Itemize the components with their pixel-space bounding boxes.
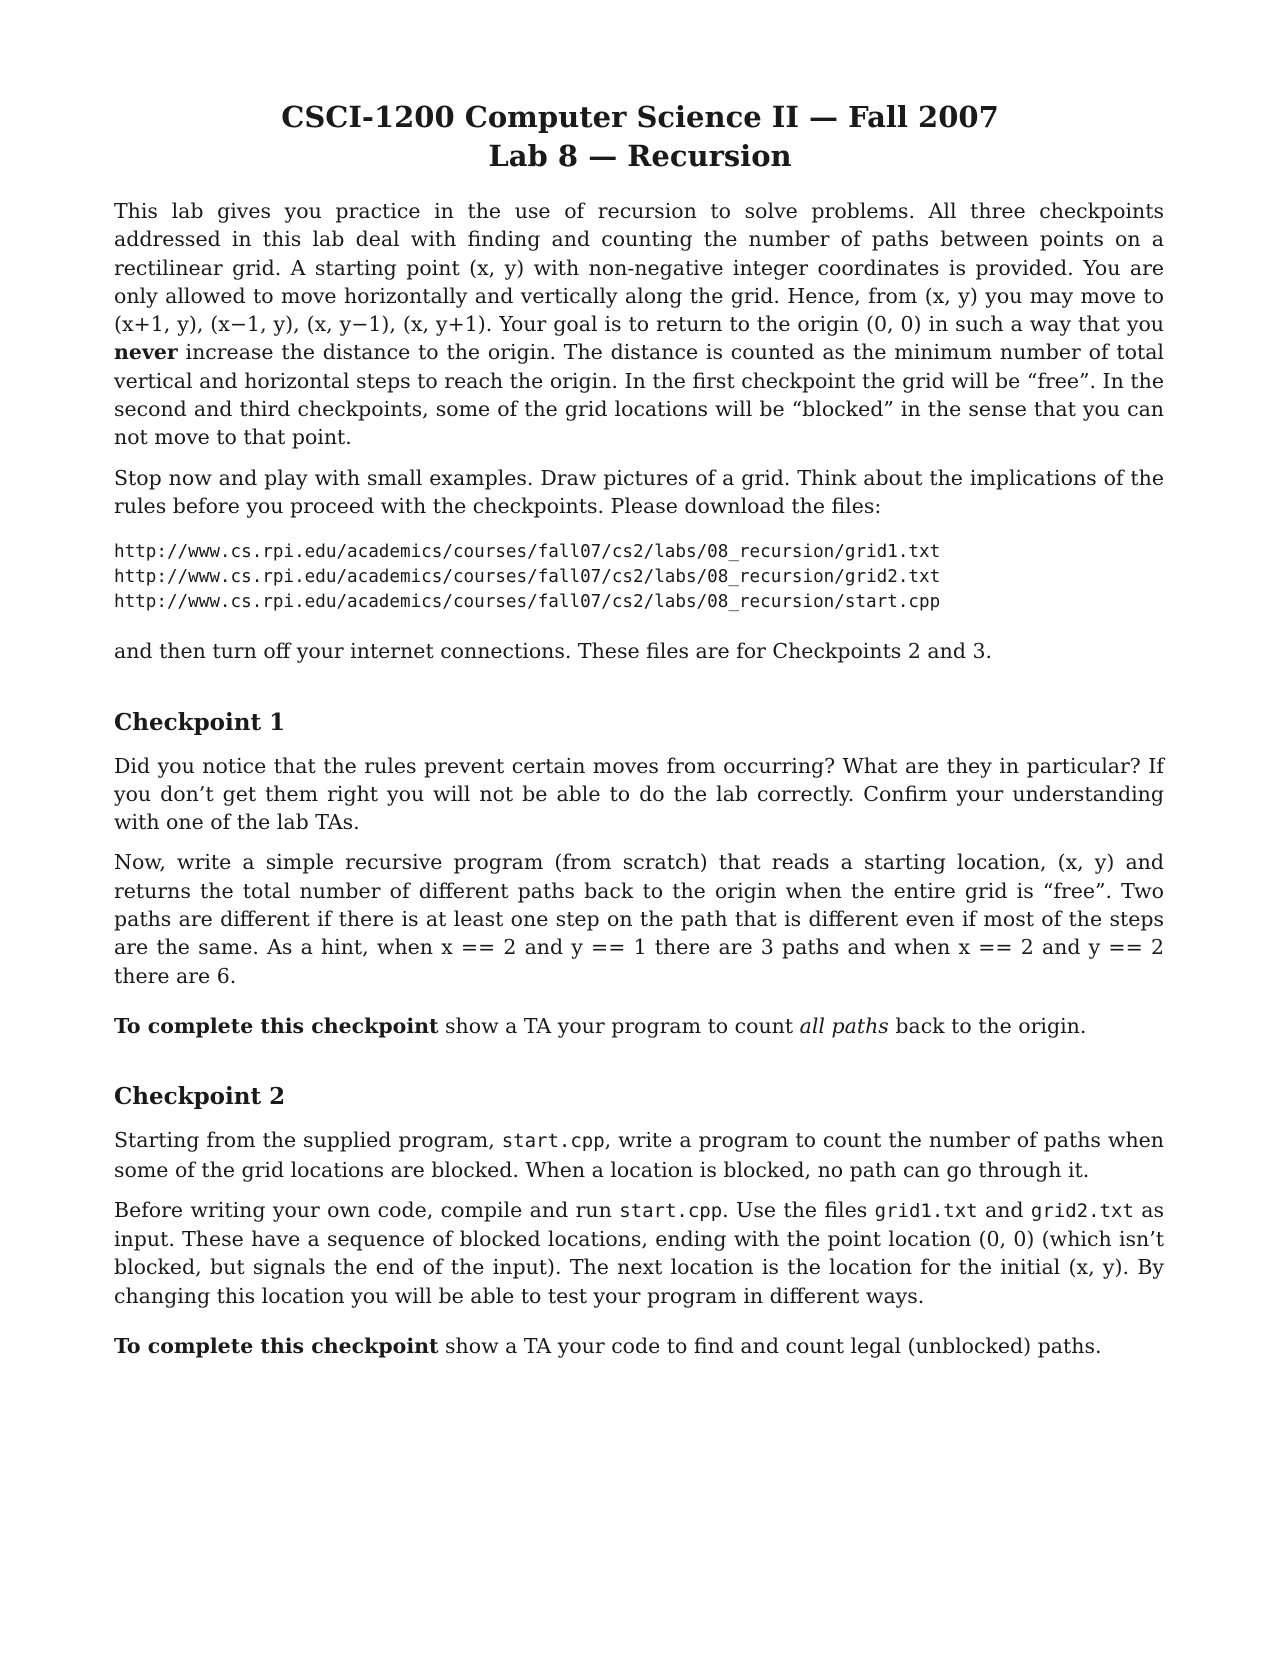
document-header	[0, 98, 1280, 176]
checkpoint-1-paragraph-1: Did you notice that the rules prevent certain moves from occurring? What are they in particular? If you don’t get them right you will not be able to do the lab correctly. Confirm your understanding with one of the lab TAs.	[114, 753, 1164, 835]
checkpoint-2-p1-code: start.cpp	[501, 1130, 605, 1153]
checkpoint-2-p2-code-start: start.cpp	[619, 1199, 723, 1222]
lab-title: Lab 8 — Recursion	[488, 139, 792, 173]
intro-paragraph-1	[114, 197, 1164, 452]
download-url-list	[114, 540, 1164, 615]
url-start-cpp: http://www.cs.rpi.edu/academics/courses/fall07/cs2/labs/08_recursion/start.cpp	[114, 592, 941, 613]
url-grid2: http://www.cs.rpi.edu/academics/courses/fall07/cs2/labs/08_recursion/grid2.txt	[114, 567, 941, 588]
checkpoint-2-p2-code-grid1: grid1.txt	[874, 1199, 978, 1222]
checkpoint-2-paragraph-2	[114, 1196, 1164, 1310]
checkpoint-1-complete-text-a: show a TA your program to count	[438, 1013, 800, 1038]
checkpoint-2-p2-text-b: . Use the files	[722, 1197, 875, 1222]
checkpoint-1-complete-italic: all paths	[799, 1013, 889, 1038]
intro-p1-text-a: This lab gives you practice in the use of recursion to solve problems. All three checkpoints addressed in this lab deal with finding and counting the number of paths between points on a rectilinear grid. A starting point (x, y) with non-negative integer coordinates is provided. You are only allowed to move horizontally and vertically along the grid. Hence, from (x, y) you may move to (x+1, y), (x−1, y), (x, y−1), (x, y+1). Your goal is to return to the origin (0, 0) in such a way that you	[114, 199, 1164, 337]
intro-p1-text-b: increase the distance to the origin. The distance is counted as the minimum number of total vertical and horizontal steps to reach the origin. In the first checkpoint the grid will be “free”. In the second and third checkpoints, some of the grid locations will be “blocked” in the sense that you can not move to that point.	[114, 340, 1164, 450]
checkpoint-2-complete-text-a: show a TA your code to find and count legal (unblocked) paths.	[438, 1334, 1102, 1359]
checkpoint-2-paragraph-1	[114, 1126, 1164, 1184]
checkpoint-1-complete-text-b: back to the origin.	[888, 1013, 1087, 1038]
checkpoint-1-paragraph-2: Now, write a simple recursive program (from scratch) that reads a starting location, (x, y) and returns the total number of different paths back to the origin when the entire grid is “free”. Two paths are different if there is at least one step on the path that is different even if most of the steps are the same. As a hint, when x == 2 and y == 1 there are 3 paths and when x == 2 and y == 2 there are 6.	[114, 850, 1164, 988]
checkpoint-1-heading: Checkpoint 1	[114, 708, 286, 736]
checkpoint-2-p2-text-c: and	[977, 1197, 1031, 1222]
intro-p1-never: never	[114, 340, 178, 365]
checkpoint-2-p2-text-d: as input. These have a sequence of blocked locations, ending with the point location (0, 0) (which isn’t blocked, but signals the end of the input). The next location is the location for the initial (x, y). By changing this location you will be able to test your program in different ways.	[114, 1197, 1164, 1308]
checkpoint-2-completion	[114, 1332, 1164, 1360]
checkpoint-1-complete-label: To complete this checkpoint	[114, 1013, 439, 1038]
checkpoint-1-completion	[114, 1012, 1164, 1040]
course-title: CSCI-1200 Computer Science II — Fall 2007	[281, 100, 999, 134]
document-body	[114, 197, 1164, 1372]
checkpoint-2-complete-label: To complete this checkpoint	[114, 1334, 439, 1359]
intro-paragraph-3: and then turn off your internet connections. These files are for Checkpoints 2 and 3.	[114, 639, 993, 664]
intro-paragraph-2: Stop now and play with small examples. Draw pictures of a grid. Think about the implications of the rules before you proceed with the checkpoints. Please download the files:	[114, 465, 1164, 518]
checkpoint-2-p2-code-grid2: grid2.txt	[1030, 1199, 1134, 1222]
checkpoint-2-p1-text-b: , write a program to count the number of paths when some of the grid locations are blocked. When a location is blocked, no path can go through it.	[114, 1128, 1164, 1182]
checkpoint-2-heading: Checkpoint 2	[114, 1083, 286, 1111]
checkpoint-2-p2-text-a: Before writing your own code, compile and run	[114, 1197, 620, 1222]
url-grid1: http://www.cs.rpi.edu/academics/courses/fall07/cs2/labs/08_recursion/grid1.txt	[114, 542, 941, 563]
checkpoint-2-p1-text-a: Starting from the supplied program,	[114, 1128, 502, 1153]
